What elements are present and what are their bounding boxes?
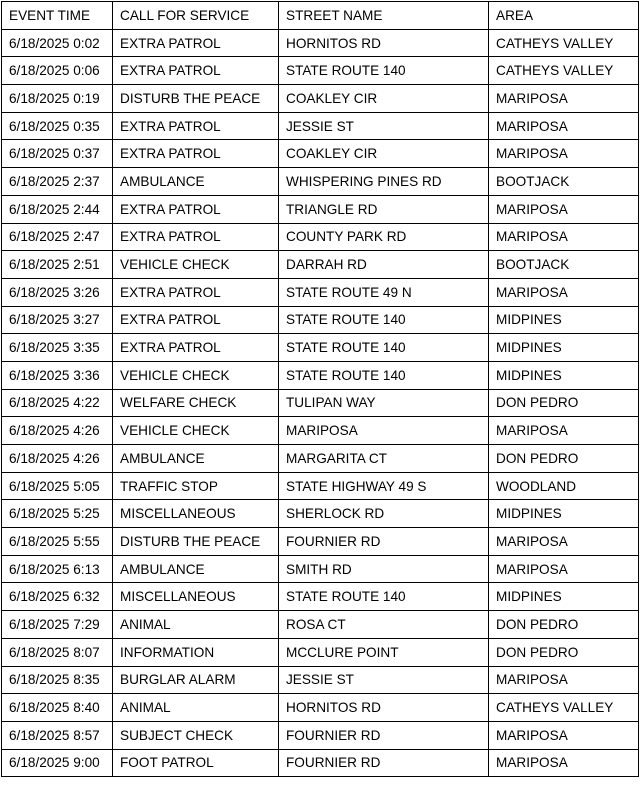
header-area: AREA [489,2,639,30]
table-row [2,168,639,196]
street-name-cell: WHISPERING PINES RD [279,168,489,196]
street-name-cell: MARGARITA CT [279,445,489,473]
area-cell: DON PEDRO [489,611,639,639]
event-time-cell: 6/18/2025 4:22 [2,389,113,417]
area-cell: CATHEYS VALLEY [489,57,639,85]
event-time-cell: 6/18/2025 3:26 [2,278,113,306]
call-for-service-cell: BURGLAR ALARM [113,666,279,694]
event-time-cell: 6/18/2025 4:26 [2,445,113,473]
event-time-cell: 6/18/2025 3:35 [2,334,113,362]
event-time-cell: 6/18/2025 0:19 [2,85,113,113]
street-name-cell: JESSIE ST [279,666,489,694]
area-cell: DON PEDRO [489,389,639,417]
call-for-service-cell: MISCELLANEOUS [113,583,279,611]
call-for-service-cell: VEHICLE CHECK [113,361,279,389]
area-cell: MARIPOSA [489,278,639,306]
event-time-cell: 6/18/2025 6:32 [2,583,113,611]
call-for-service-cell: EXTRA PATROL [113,334,279,362]
table-row [2,528,639,556]
event-time-cell: 6/18/2025 0:35 [2,112,113,140]
event-time-cell: 6/18/2025 5:55 [2,528,113,556]
table-row [2,583,639,611]
call-for-service-cell: EXTRA PATROL [113,112,279,140]
call-for-service-cell: EXTRA PATROL [113,306,279,334]
event-time-cell: 6/18/2025 3:27 [2,306,113,334]
area-cell: MIDPINES [489,500,639,528]
street-name-cell: STATE ROUTE 49 N [279,278,489,306]
table-row [2,721,639,749]
event-time-cell: 6/18/2025 2:37 [2,168,113,196]
table-row [2,278,639,306]
street-name-cell: MARIPOSA [279,417,489,445]
area-cell: MIDPINES [489,334,639,362]
event-time-cell: 6/18/2025 2:51 [2,251,113,279]
event-time-cell: 6/18/2025 6:13 [2,555,113,583]
table-row [2,638,639,666]
area-cell: MARIPOSA [489,85,639,113]
table-row [2,29,639,57]
call-for-service-cell: DISTURB THE PEACE [113,528,279,556]
table-row [2,500,639,528]
call-for-service-cell: AMBULANCE [113,445,279,473]
event-time-cell: 6/18/2025 8:35 [2,666,113,694]
table-row [2,85,639,113]
table-row [2,223,639,251]
call-for-service-cell: MISCELLANEOUS [113,500,279,528]
event-time-cell: 6/18/2025 8:40 [2,694,113,722]
area-cell: DON PEDRO [489,445,639,473]
table-row [2,334,639,362]
street-name-cell: SMITH RD [279,555,489,583]
area-cell: MARIPOSA [489,666,639,694]
table-row [2,140,639,168]
street-name-cell: ROSA CT [279,611,489,639]
call-for-service-cell: EXTRA PATROL [113,223,279,251]
call-for-service-cell: AMBULANCE [113,555,279,583]
header-event-time: EVENT TIME [2,2,113,30]
call-for-service-cell: EXTRA PATROL [113,140,279,168]
table-row [2,306,639,334]
street-name-cell: STATE HIGHWAY 49 S [279,472,489,500]
call-for-service-cell: EXTRA PATROL [113,278,279,306]
area-cell: MARIPOSA [489,721,639,749]
event-time-cell: 6/18/2025 9:00 [2,749,113,777]
call-for-service-cell: ANIMAL [113,611,279,639]
table-row [2,417,639,445]
street-name-cell: HORNITOS RD [279,29,489,57]
area-cell: WOODLAND [489,472,639,500]
event-time-cell: 6/18/2025 8:57 [2,721,113,749]
header-row [2,2,639,30]
table-row [2,445,639,473]
table-row [2,611,639,639]
table-row [2,195,639,223]
call-for-service-cell: AMBULANCE [113,168,279,196]
event-time-cell: 6/18/2025 5:25 [2,500,113,528]
call-log-body [2,2,639,777]
area-cell: MIDPINES [489,306,639,334]
street-name-cell: SHERLOCK RD [279,500,489,528]
call-for-service-cell: FOOT PATROL [113,749,279,777]
call-for-service-cell: EXTRA PATROL [113,29,279,57]
call-for-service-cell: WELFARE CHECK [113,389,279,417]
event-time-cell: 6/18/2025 3:36 [2,361,113,389]
street-name-cell: HORNITOS RD [279,694,489,722]
event-time-cell: 6/18/2025 8:07 [2,638,113,666]
event-time-cell: 6/18/2025 2:47 [2,223,113,251]
area-cell: BOOTJACK [489,168,639,196]
street-name-cell: STATE ROUTE 140 [279,583,489,611]
area-cell: MARIPOSA [489,555,639,583]
table-row [2,251,639,279]
call-for-service-cell: SUBJECT CHECK [113,721,279,749]
event-time-cell: 6/18/2025 2:44 [2,195,113,223]
street-name-cell: DARRAH RD [279,251,489,279]
street-name-cell: STATE ROUTE 140 [279,361,489,389]
area-cell: CATHEYS VALLEY [489,694,639,722]
street-name-cell: FOURNIER RD [279,528,489,556]
call-for-service-cell: EXTRA PATROL [113,195,279,223]
street-name-cell: STATE ROUTE 140 [279,57,489,85]
street-name-cell: JESSIE ST [279,112,489,140]
call-for-service-cell: DISTURB THE PEACE [113,85,279,113]
area-cell: MARIPOSA [489,195,639,223]
call-for-service-cell: VEHICLE CHECK [113,417,279,445]
area-cell: BOOTJACK [489,251,639,279]
call-for-service-cell: VEHICLE CHECK [113,251,279,279]
area-cell: MARIPOSA [489,112,639,140]
event-time-cell: 6/18/2025 0:02 [2,29,113,57]
area-cell: MARIPOSA [489,417,639,445]
area-cell: MARIPOSA [489,140,639,168]
event-time-cell: 6/18/2025 5:05 [2,472,113,500]
event-time-cell: 6/18/2025 7:29 [2,611,113,639]
area-cell: DON PEDRO [489,638,639,666]
table-row [2,694,639,722]
area-cell: MARIPOSA [489,528,639,556]
table-row [2,666,639,694]
table-row [2,361,639,389]
area-cell: MARIPOSA [489,223,639,251]
street-name-cell: COUNTY PARK RD [279,223,489,251]
table-row [2,749,639,777]
table-row [2,472,639,500]
street-name-cell: TRIANGLE RD [279,195,489,223]
area-cell: MARIPOSA [489,749,639,777]
area-cell: MIDPINES [489,583,639,611]
street-name-cell: TULIPAN WAY [279,389,489,417]
call-for-service-cell: TRAFFIC STOP [113,472,279,500]
header-call-for-service: CALL FOR SERVICE [113,2,279,30]
street-name-cell: MCCLURE POINT [279,638,489,666]
call-for-service-cell: EXTRA PATROL [113,57,279,85]
area-cell: MIDPINES [489,361,639,389]
call-log-table [1,1,639,777]
table-row [2,112,639,140]
street-name-cell: COAKLEY CIR [279,85,489,113]
table-row [2,389,639,417]
table-row [2,57,639,85]
event-time-cell: 6/18/2025 0:37 [2,140,113,168]
street-name-cell: FOURNIER RD [279,721,489,749]
street-name-cell: COAKLEY CIR [279,140,489,168]
table-row [2,555,639,583]
event-time-cell: 6/18/2025 4:26 [2,417,113,445]
street-name-cell: STATE ROUTE 140 [279,306,489,334]
area-cell: CATHEYS VALLEY [489,29,639,57]
call-for-service-cell: ANIMAL [113,694,279,722]
street-name-cell: STATE ROUTE 140 [279,334,489,362]
call-for-service-cell: INFORMATION [113,638,279,666]
header-street-name: STREET NAME [279,2,489,30]
event-time-cell: 6/18/2025 0:06 [2,57,113,85]
street-name-cell: FOURNIER RD [279,749,489,777]
